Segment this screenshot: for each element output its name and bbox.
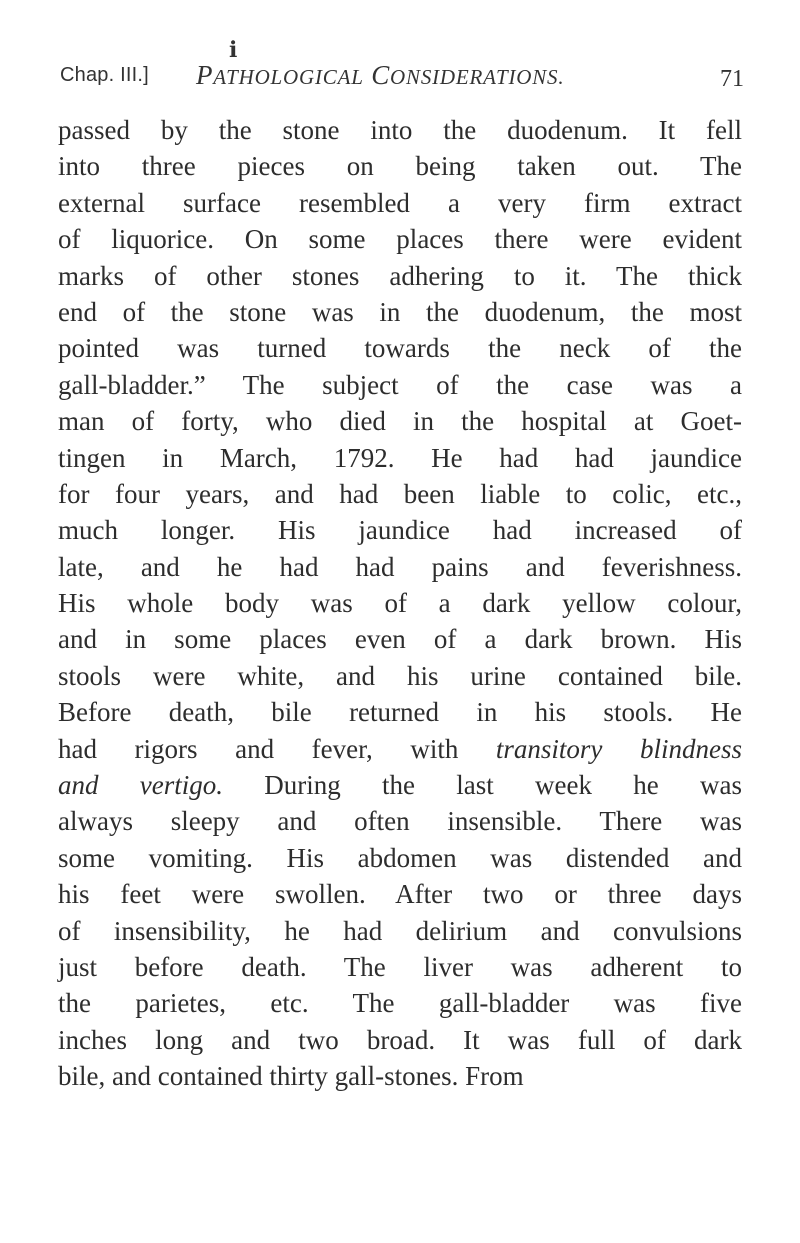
italic-phrase: and vertigo. (58, 770, 223, 801)
page-number: 71 (720, 66, 744, 92)
text-line: end of the stone was in the duodenum, the most (58, 296, 742, 327)
text-line: inches long and two broad. It was full of dark (58, 1024, 742, 1055)
text-line: Before death, bile returned in his stools. He (58, 697, 742, 728)
text-line: passed by the stone into the duodenum. It fell (58, 115, 742, 145)
text-line: marks of other stones adhering to it. The thick (58, 260, 742, 291)
text-line: always sleepy and often insensible. There was (58, 806, 742, 837)
text-line: His whole body was of a dark yellow colour, (58, 588, 742, 619)
text-line: bile, and contained thirty gall-stones. From (58, 1061, 524, 1092)
text-line: external surface resembled a very firm extract (58, 187, 742, 218)
text-line: pointed was turned towards the neck of the (58, 333, 742, 364)
text-line: his feet were swollen. After two or three days (58, 879, 742, 910)
text-line: of liquorice. On some places there were evident (58, 224, 742, 255)
text-line: just before death. The liver was adherent to (58, 951, 742, 982)
text-line: late, and he had had pains and feverishness. (58, 551, 742, 582)
body-text (58, 112, 742, 1095)
text-segment: During the last week he was (223, 770, 742, 801)
ink-mark: ℹ (229, 38, 238, 63)
text-line: the parietes, etc. The gall-bladder was five (58, 988, 742, 1019)
italic-phrase: transitory blindness (495, 733, 742, 764)
text-line: and in some places even of a dark brown. His (58, 624, 742, 655)
text-line (58, 731, 742, 767)
text-line: some vomiting. His abdomen was distended and (58, 842, 742, 873)
text-line: for four years, and had been liable to colic, etc., (58, 478, 742, 509)
text-line: gall-bladder.” The subject of the case was a (58, 369, 742, 400)
text-line: tingen in March, 1792. He had had jaundice (58, 442, 742, 473)
text-line: stools were white, and his urine contained bile. (58, 660, 742, 691)
chapter-label: Chap. III.] (60, 64, 149, 86)
text-line: man of forty, who died in the hospital at Goet- (58, 406, 742, 437)
running-title: PATHOLOGICAL CONSIDERATIONS. (196, 60, 565, 90)
text-line: of insensibility, he had delirium and convulsions (58, 915, 742, 946)
text-line: much longer. His jaundice had increased of (58, 515, 742, 546)
text-line: into three pieces on being taken out. The (58, 151, 742, 182)
text-segment: had rigors and fever, with (58, 733, 496, 764)
text-line (58, 767, 742, 803)
running-header (58, 62, 748, 92)
